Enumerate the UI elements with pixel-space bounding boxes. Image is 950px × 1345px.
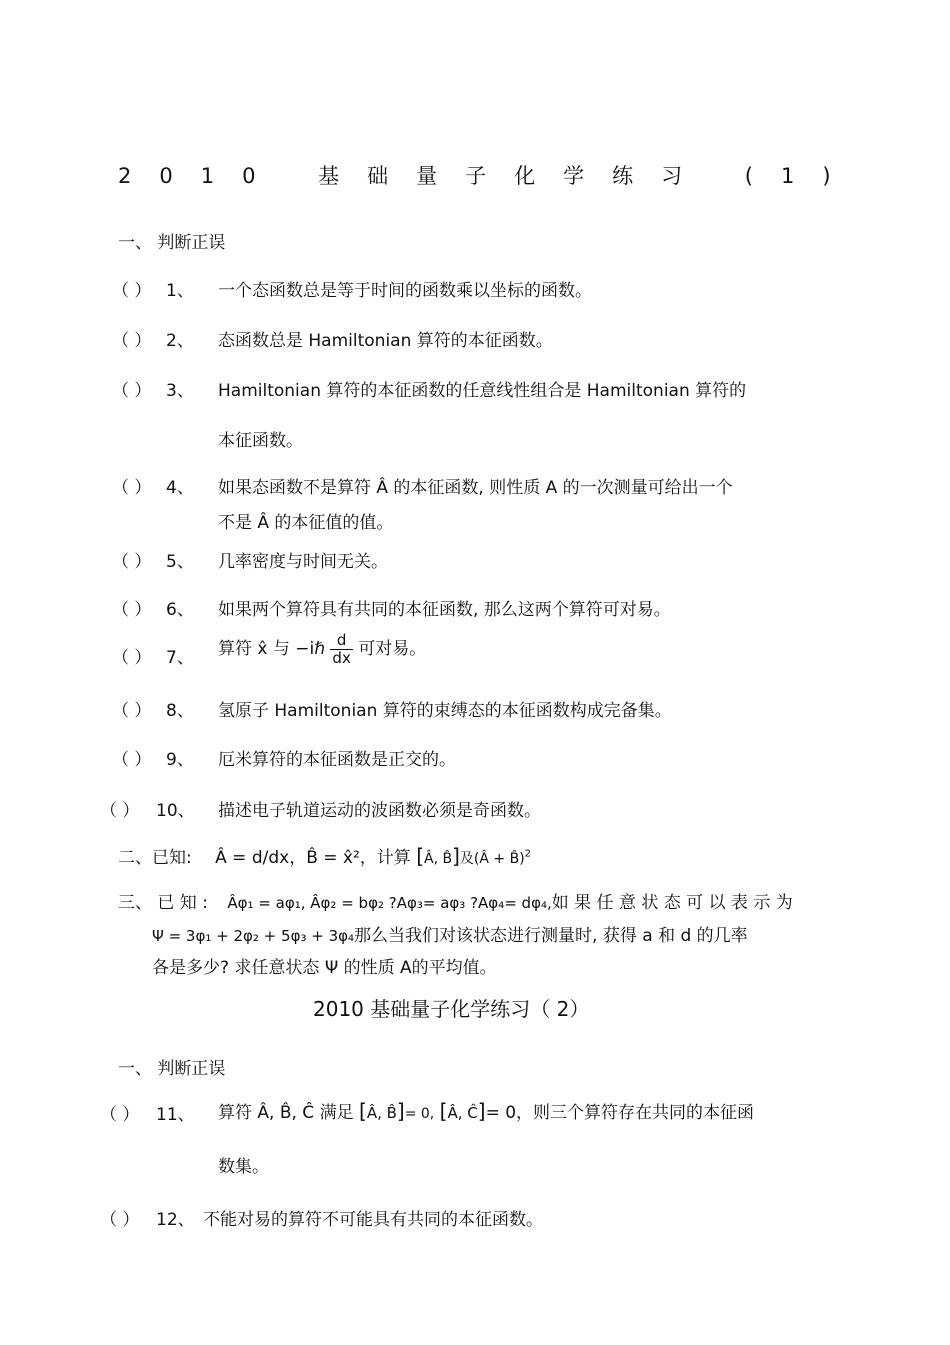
- item-text-part-b: 可对易。: [358, 639, 427, 659]
- section-heading-2: 一、 判断正误: [118, 1059, 226, 1079]
- answer-paren[interactable]: （ ）: [112, 701, 152, 721]
- item-text-part-a: 算符 x̂ 与 −iℏ: [218, 639, 326, 659]
- item-text: 一个态函数总是等于时间的函数乘以坐标的函数。: [218, 281, 592, 301]
- answer-paren[interactable]: （ ）: [112, 478, 152, 498]
- item-number: 9、: [166, 750, 194, 770]
- item-number: 5、: [166, 552, 194, 572]
- square-expression: (Â + B̂): [473, 851, 525, 867]
- answer-paren[interactable]: （ ）: [112, 281, 152, 301]
- question-3-line-3: 各是多少? 求任意状态 Ψ 的性质 A的平均值。: [152, 958, 497, 978]
- question-3-line-1: [118, 888, 793, 913]
- item-number: 1、: [166, 281, 194, 301]
- commutator-ab: Â, B̂: [366, 1104, 397, 1122]
- item-text: [218, 632, 426, 666]
- item-number: 12、: [156, 1210, 195, 1230]
- item-number: 3、: [166, 381, 194, 401]
- question-label: 二、已知:: [118, 848, 192, 868]
- fraction-numerator: d: [330, 632, 352, 650]
- question-given: Â = d/dx，B̂ = x̂²，计算: [215, 848, 411, 868]
- answer-paren[interactable]: （ ）: [100, 801, 140, 821]
- answer-paren[interactable]: （ ）: [112, 750, 152, 770]
- derivative-fraction: [330, 632, 352, 666]
- item-number: 2、: [166, 331, 194, 351]
- item-text: [218, 1098, 754, 1123]
- answer-paren[interactable]: （ ）: [112, 600, 152, 620]
- question-2: [118, 843, 531, 868]
- equals-zero: = 0,: [404, 1106, 435, 1122]
- question-text: 如 果 任 意 状 态 可 以 表 示 为: [551, 893, 793, 913]
- item-text-continued: 本征函数。: [218, 431, 303, 451]
- commutator-left-bracket: [: [439, 1099, 448, 1123]
- section-heading-1: 一、 判断正误: [118, 233, 226, 253]
- fraction-denominator: dx: [332, 648, 351, 667]
- commutator-ac: Â, Ĉ: [447, 1104, 478, 1122]
- commutator-right-bracket: ]: [452, 844, 460, 868]
- answer-paren[interactable]: （ ）: [100, 1105, 140, 1125]
- answer-paren[interactable]: （ ）: [112, 331, 152, 351]
- item-text: 描述电子轨道运动的波函数必须是奇函数。: [218, 801, 541, 821]
- item-number: 6、: [166, 600, 194, 620]
- item-text-continued: 不是 Â 的本征值的值。: [218, 513, 394, 533]
- item-number: 7、: [166, 648, 194, 668]
- commutator-left-bracket: [: [359, 1099, 367, 1123]
- commutator-left-bracket: [: [416, 844, 425, 868]
- page-title-2: 2010 基础量子化学练习（ 2）: [313, 997, 590, 1021]
- item-text: 氢原子 Hamiltonian 算符的束缚态的本征函数构成完备集。: [218, 701, 672, 721]
- answer-paren[interactable]: （ ）: [112, 552, 152, 572]
- item-text-part-a: 算符 Â, B̂, Ĉ 满足: [218, 1103, 354, 1123]
- page-title-1: 2010 基础量子化学练习 (1): [118, 164, 859, 188]
- item-number: 10、: [156, 801, 195, 821]
- item-text-continued: 数集。: [218, 1157, 269, 1177]
- eigen-relations: Âφ₁ = aφ₁, Âφ₂ = bφ₂ ?Aφ₃= aφ₃ ?Aφ₄= dφ₄,: [227, 894, 552, 912]
- commutator-right-bracket: ]: [396, 1099, 405, 1123]
- conjunction: 及: [459, 851, 474, 867]
- item-number: 4、: [166, 478, 194, 498]
- commutator-content: Â, B̂: [424, 851, 453, 867]
- item-text: 厄米算符的本征函数是正交的。: [218, 750, 456, 770]
- item-text: 如果两个算符具有共同的本征函数, 那么这两个算符可对易。: [218, 600, 671, 620]
- question-text: 那么当我们对该状态进行测量时, 获得 a 和 d 的几率: [354, 926, 748, 946]
- question-3-line-2: [152, 921, 748, 946]
- answer-paren[interactable]: （ ）: [112, 648, 152, 668]
- state-expansion: Ψ = 3φ₁ + 2φ₂ + 5φ₃ + 3φ₄: [152, 927, 355, 945]
- answer-paren[interactable]: （ ）: [112, 381, 152, 401]
- item-number: 8、: [166, 701, 194, 721]
- item-number: 11、: [156, 1105, 195, 1125]
- item-text: 几率密度与时间无关。: [218, 552, 388, 572]
- item-text: Hamiltonian 算符的本征函数的任意线性组合是 Hamiltonian 算符的: [218, 381, 747, 401]
- question-label: 三、 已 知 :: [118, 893, 208, 913]
- item-text-part-b: = 0，则三个算符存在共同的本征函: [485, 1103, 755, 1123]
- item-text: 不能对易的算符不可能具有共同的本征函数。: [203, 1210, 543, 1230]
- exponent: 2: [524, 848, 532, 860]
- item-text: 态函数总是 Hamiltonian 算符的本征函数。: [218, 331, 553, 351]
- item-text: 如果态函数不是算符 Â 的本征函数, 则性质 A 的一次测量可给出一个: [218, 478, 733, 498]
- commutator-right-bracket: ]: [477, 1099, 486, 1123]
- answer-paren[interactable]: （ ）: [100, 1210, 140, 1230]
